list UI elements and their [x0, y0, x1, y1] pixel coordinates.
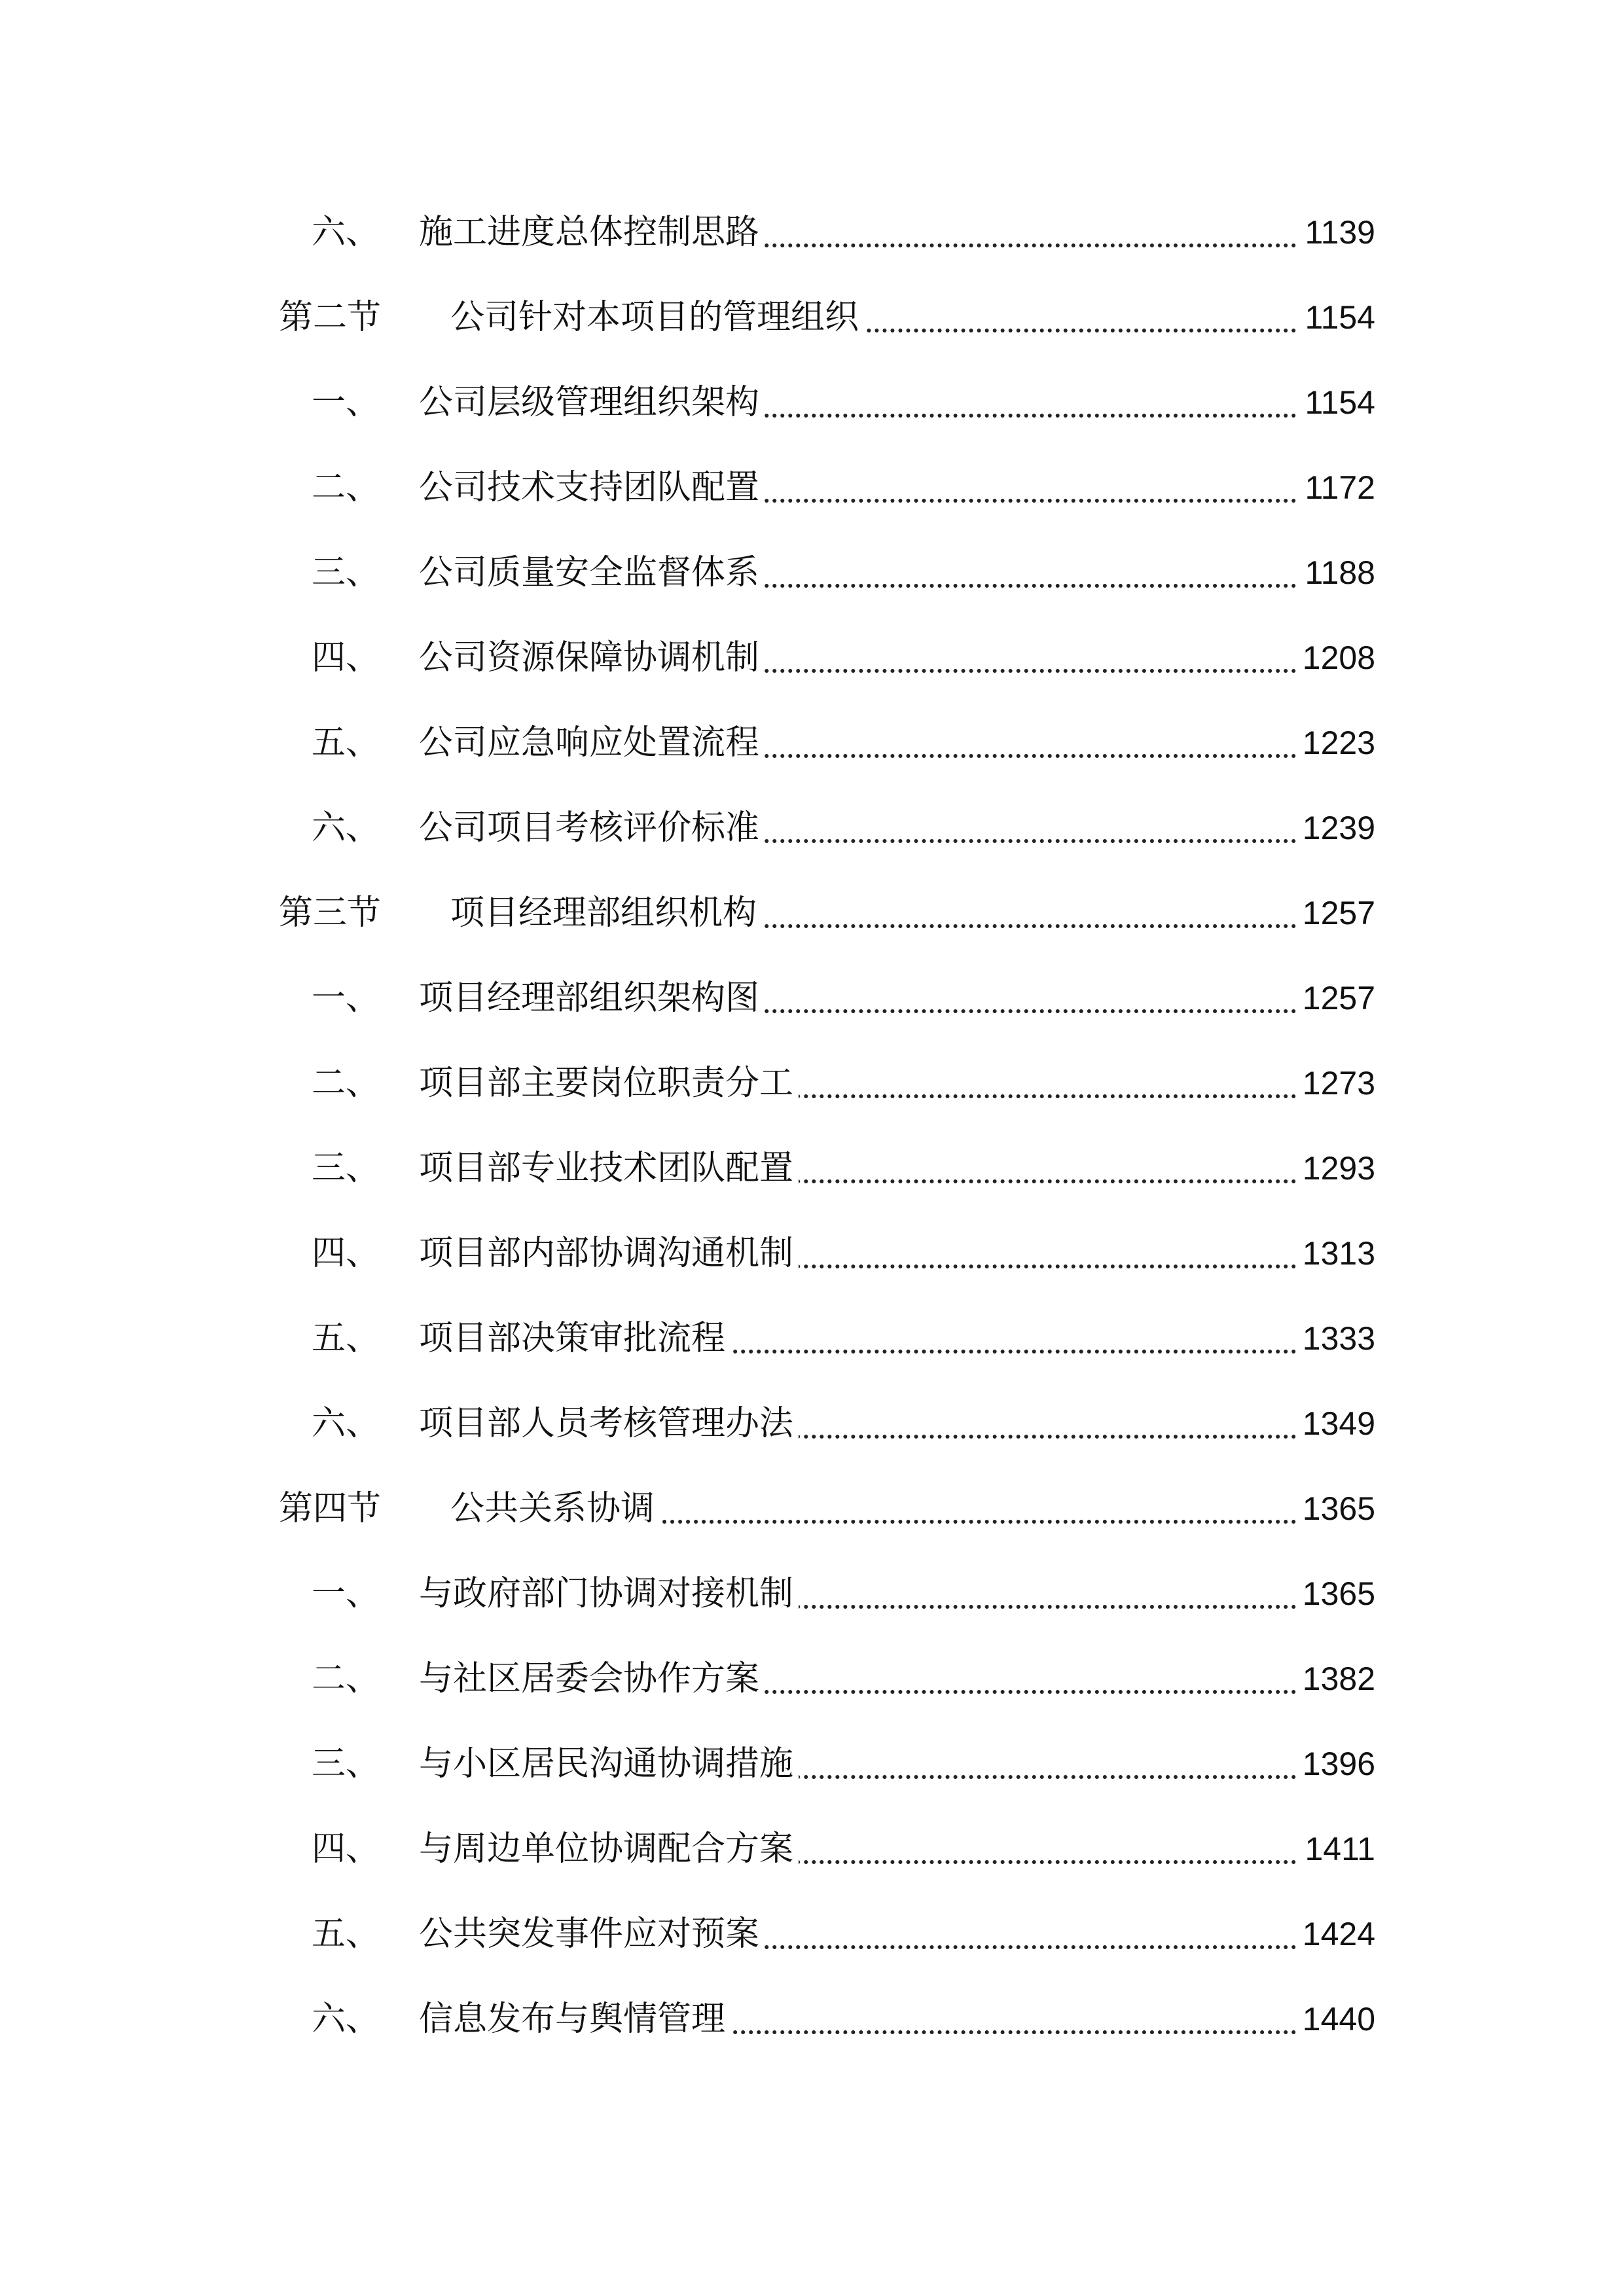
toc-entry-title: 公司层级管理组织架构: [419, 381, 765, 424]
toc-entry-number: 六、: [312, 2000, 380, 2039]
toc-entry[interactable]: [0, 1047, 1624, 1132]
toc-entry-number: 六、: [312, 213, 380, 252]
toc-entry-number: 四、: [312, 1829, 380, 1869]
toc-entry-number: 四、: [312, 1234, 380, 1273]
toc-entry-title: 项目部人员考核管理办法: [419, 1402, 799, 1445]
toc-entry-number: 一、: [312, 1574, 380, 1613]
toc-entry-title: 公司应急响应处置流程: [419, 721, 765, 764]
toc-entry-title: 与社区居委会协作方案: [419, 1657, 765, 1700]
toc-entry-title: 公司质量安全监督体系: [419, 551, 765, 594]
toc-entry[interactable]: [0, 1132, 1624, 1217]
toc-entry-number: 一、: [312, 383, 380, 422]
toc-entry[interactable]: [0, 1558, 1624, 1643]
toc-section-title: 公共关系协调: [450, 1487, 660, 1530]
toc-entry-number: 四、: [312, 638, 380, 677]
dot-leader: [655, 2030, 1296, 2034]
toc-entry[interactable]: [0, 1217, 1624, 1302]
toc-entry[interactable]: [0, 1728, 1624, 1813]
toc-entry[interactable]: [0, 196, 1624, 281]
toc-section-heading[interactable]: [0, 1473, 1624, 1558]
toc-entry-title: 信息发布与舆情管理: [419, 1998, 731, 2041]
toc-entry-page: 1223: [1297, 721, 1375, 764]
toc-entry-number: 二、: [312, 1659, 380, 1698]
toc-entry[interactable]: [0, 1643, 1624, 1728]
toc-entry-title: 与小区居民沟通协调措施: [419, 1742, 799, 1785]
toc-entry-page: 1154: [1299, 296, 1375, 339]
dot-leader: [655, 1520, 1296, 1524]
toc-entry-title: 项目部内部协调沟通机制: [419, 1232, 799, 1275]
toc-entry-number: 五、: [312, 1319, 380, 1358]
toc-section-heading[interactable]: [0, 281, 1624, 367]
toc-entry-number: 一、: [312, 978, 380, 1018]
toc-entry-page: 1382: [1297, 1657, 1375, 1700]
toc-entry[interactable]: [0, 1983, 1624, 2068]
toc-section-number: 第四节: [279, 1489, 382, 1528]
toc-entry[interactable]: [0, 962, 1624, 1047]
toc-entry-number: 六、: [312, 808, 380, 848]
toc-entry[interactable]: [0, 537, 1624, 622]
toc-entry-page: 1349: [1297, 1402, 1375, 1445]
toc-entry-number: 三、: [312, 553, 380, 592]
toc-entry[interactable]: [0, 1898, 1624, 1983]
toc-entry-page: 1257: [1297, 891, 1375, 935]
toc-entry-page: 1293: [1297, 1147, 1375, 1190]
toc-entry[interactable]: [0, 622, 1624, 707]
toc-entry[interactable]: [0, 1302, 1624, 1388]
toc-entry-page: 1154: [1299, 381, 1375, 424]
toc-entry-number: 五、: [312, 1914, 380, 1954]
toc-section-number: 第二节: [279, 298, 382, 337]
toc-entry-title: 与周边单位协调配合方案: [419, 1827, 799, 1871]
toc-entry-number: 二、: [312, 468, 380, 507]
toc-entry[interactable]: [0, 1388, 1624, 1473]
toc-entry[interactable]: [0, 792, 1624, 877]
toc-section-title: 公司针对本项目的管理组织: [450, 296, 864, 339]
toc-entry-page: 1396: [1297, 1742, 1375, 1785]
toc-section-number: 第三节: [279, 893, 382, 933]
toc-entry-page: 1365: [1297, 1572, 1375, 1615]
toc-entry[interactable]: [0, 707, 1624, 792]
toc-entry-title: 施工进度总体控制思路: [419, 211, 765, 254]
toc-entry-number: 五、: [312, 723, 380, 762]
toc-entry-title: 项目经理部组织架构图: [419, 977, 765, 1020]
toc-entry-page: 1172: [1299, 466, 1375, 509]
toc-entry-title: 与政府部门协调对接机制: [419, 1572, 799, 1615]
toc-entry-page: 1411: [1299, 1827, 1375, 1871]
toc-entry-page: 1440: [1297, 1998, 1375, 2041]
toc-entry-title: 项目部决策审批流程: [419, 1317, 731, 1360]
toc-entry-page: 1139: [1299, 211, 1375, 254]
toc-entry-page: 1257: [1297, 977, 1375, 1020]
dot-leader: [655, 1350, 1296, 1354]
toc-entry-title: 公司资源保障协调机制: [419, 636, 765, 679]
toc-entry-page: 1239: [1297, 806, 1375, 850]
toc-entry-number: 三、: [312, 1149, 380, 1188]
toc-entry-title: 项目部专业技术团队配置: [419, 1147, 799, 1190]
toc-entry-page: 1208: [1297, 636, 1375, 679]
toc-entry-page: 1424: [1297, 1912, 1375, 1956]
toc-entry[interactable]: [0, 367, 1624, 452]
toc-entry-page: 1313: [1297, 1232, 1375, 1275]
toc-entry-title: 项目部主要岗位职责分工: [419, 1062, 799, 1105]
toc-section-title: 项目经理部组织机构: [450, 891, 762, 935]
toc-entry-title: 公共突发事件应对预案: [419, 1912, 765, 1956]
toc-entry-page: 1333: [1297, 1317, 1375, 1360]
toc-entry-number: 二、: [312, 1064, 380, 1103]
toc-entry-title: 公司技术支持团队配置: [419, 466, 765, 509]
toc-entry[interactable]: [0, 1813, 1624, 1898]
toc-entry-page: 1273: [1297, 1062, 1375, 1105]
toc-entry[interactable]: [0, 452, 1624, 537]
toc-entry-title: 公司项目考核评价标准: [419, 806, 765, 850]
toc-entry-page: 1365: [1297, 1487, 1375, 1530]
toc-entry-number: 三、: [312, 1744, 380, 1784]
toc-section-heading[interactable]: [0, 877, 1624, 962]
toc-entry-page: 1188: [1299, 551, 1375, 594]
toc-entry-number: 六、: [312, 1404, 380, 1443]
